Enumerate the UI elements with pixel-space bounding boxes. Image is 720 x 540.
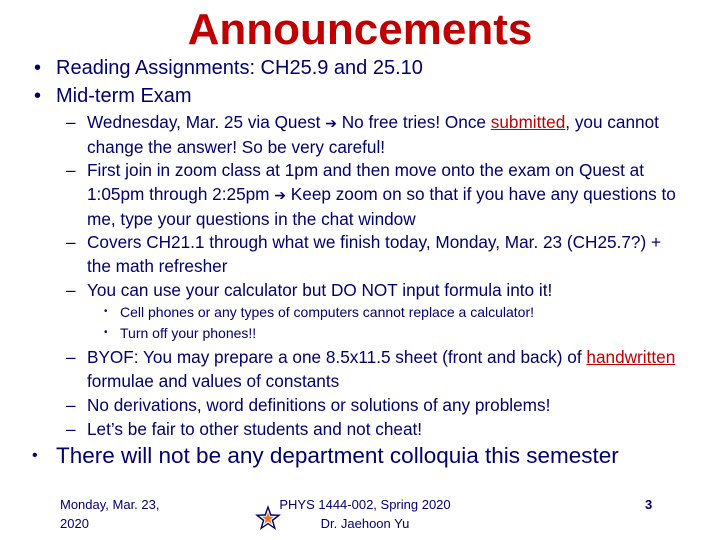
bullet-dot-icon: • — [34, 85, 42, 107]
quest-date-text: Wednesday, Mar. 25 via Quest — [87, 112, 321, 132]
bullet-dot-icon: • — [104, 306, 108, 317]
dash-icon: – — [66, 347, 76, 367]
sub-item-quest-text — [87, 110, 687, 159]
bullet-midterm-text: Mid-term Exam — [56, 85, 192, 107]
dash-icon: – — [66, 395, 76, 415]
page-number: 3 — [645, 497, 653, 512]
sub-item-calculator-text: You can use your calculator but DO NOT input formula into it! — [87, 280, 553, 300]
subsub-item-off-text: Turn off your phones!! — [120, 325, 257, 341]
sub-item-coverage-text: Covers CH21.1 through what we finish today, Monday, Mar. 23 (CH25.7?) + the math refresher — [87, 232, 661, 276]
byof-text: BYOF: You may prepare a one 8.5x11.5 sheet (front and back) of — [87, 347, 587, 367]
bullet-dot-icon: • — [32, 447, 38, 464]
dash-icon: – — [66, 419, 76, 439]
formulae-text: formulae and values of constants — [87, 371, 340, 391]
footer-date-line1: Monday, Mar. 23, — [60, 497, 160, 512]
right-arrow-icon: ➔ — [274, 187, 287, 203]
footer-instructor-line: Dr. Jaehoon Yu — [320, 516, 410, 531]
footer-course-line: PHYS 1444-002, Spring 2020 — [279, 497, 451, 512]
zoom-schedule-text: First join in zoom class at 1pm and then move onto the exam on Quest at 1:05pm through 2:25pm — [87, 160, 644, 204]
dash-icon: – — [66, 280, 76, 300]
handwritten-emphasis: handwritten — [586, 347, 676, 367]
dash-icon: – — [66, 232, 76, 252]
footer-date — [60, 495, 159, 533]
dash-icon: – — [66, 112, 76, 132]
submitted-emphasis: submitted — [490, 112, 566, 132]
no-free-tries-text: No free tries! Once — [336, 112, 491, 132]
sub-item-byof-text — [87, 345, 687, 393]
careful-text: , you cannot change the answer! So be very careful! — [87, 112, 659, 157]
sub-item-zoom-text — [87, 158, 687, 231]
sub-item-fair-text: Let’s be fair to other students and not cheat! — [87, 419, 423, 439]
subsub-item-phones-text: Cell phones or any types of computers cannot replace a calculator! — [120, 304, 535, 320]
footer-date-line2: 2020 — [60, 516, 89, 531]
right-arrow-icon: ➔ — [325, 115, 337, 131]
dash-icon: – — [66, 160, 76, 180]
bullet-dot-icon: • — [34, 57, 42, 79]
bullet-reading-text: Reading Assignments: CH25.9 and 25.10 — [56, 57, 423, 79]
bullet-colloquia-text: There will not be any department colloquia this semester — [56, 443, 619, 468]
zoom-questions-text: Keep zoom on so that if you have any questions to me, type your questions in the chat window — [87, 184, 676, 229]
footer-course — [270, 495, 460, 533]
slide-title: Announcements — [187, 5, 533, 54]
sub-item-derivations-text: No derivations, word definitions or solutions of any problems! — [87, 395, 551, 415]
bullet-dot-icon: • — [104, 327, 108, 338]
